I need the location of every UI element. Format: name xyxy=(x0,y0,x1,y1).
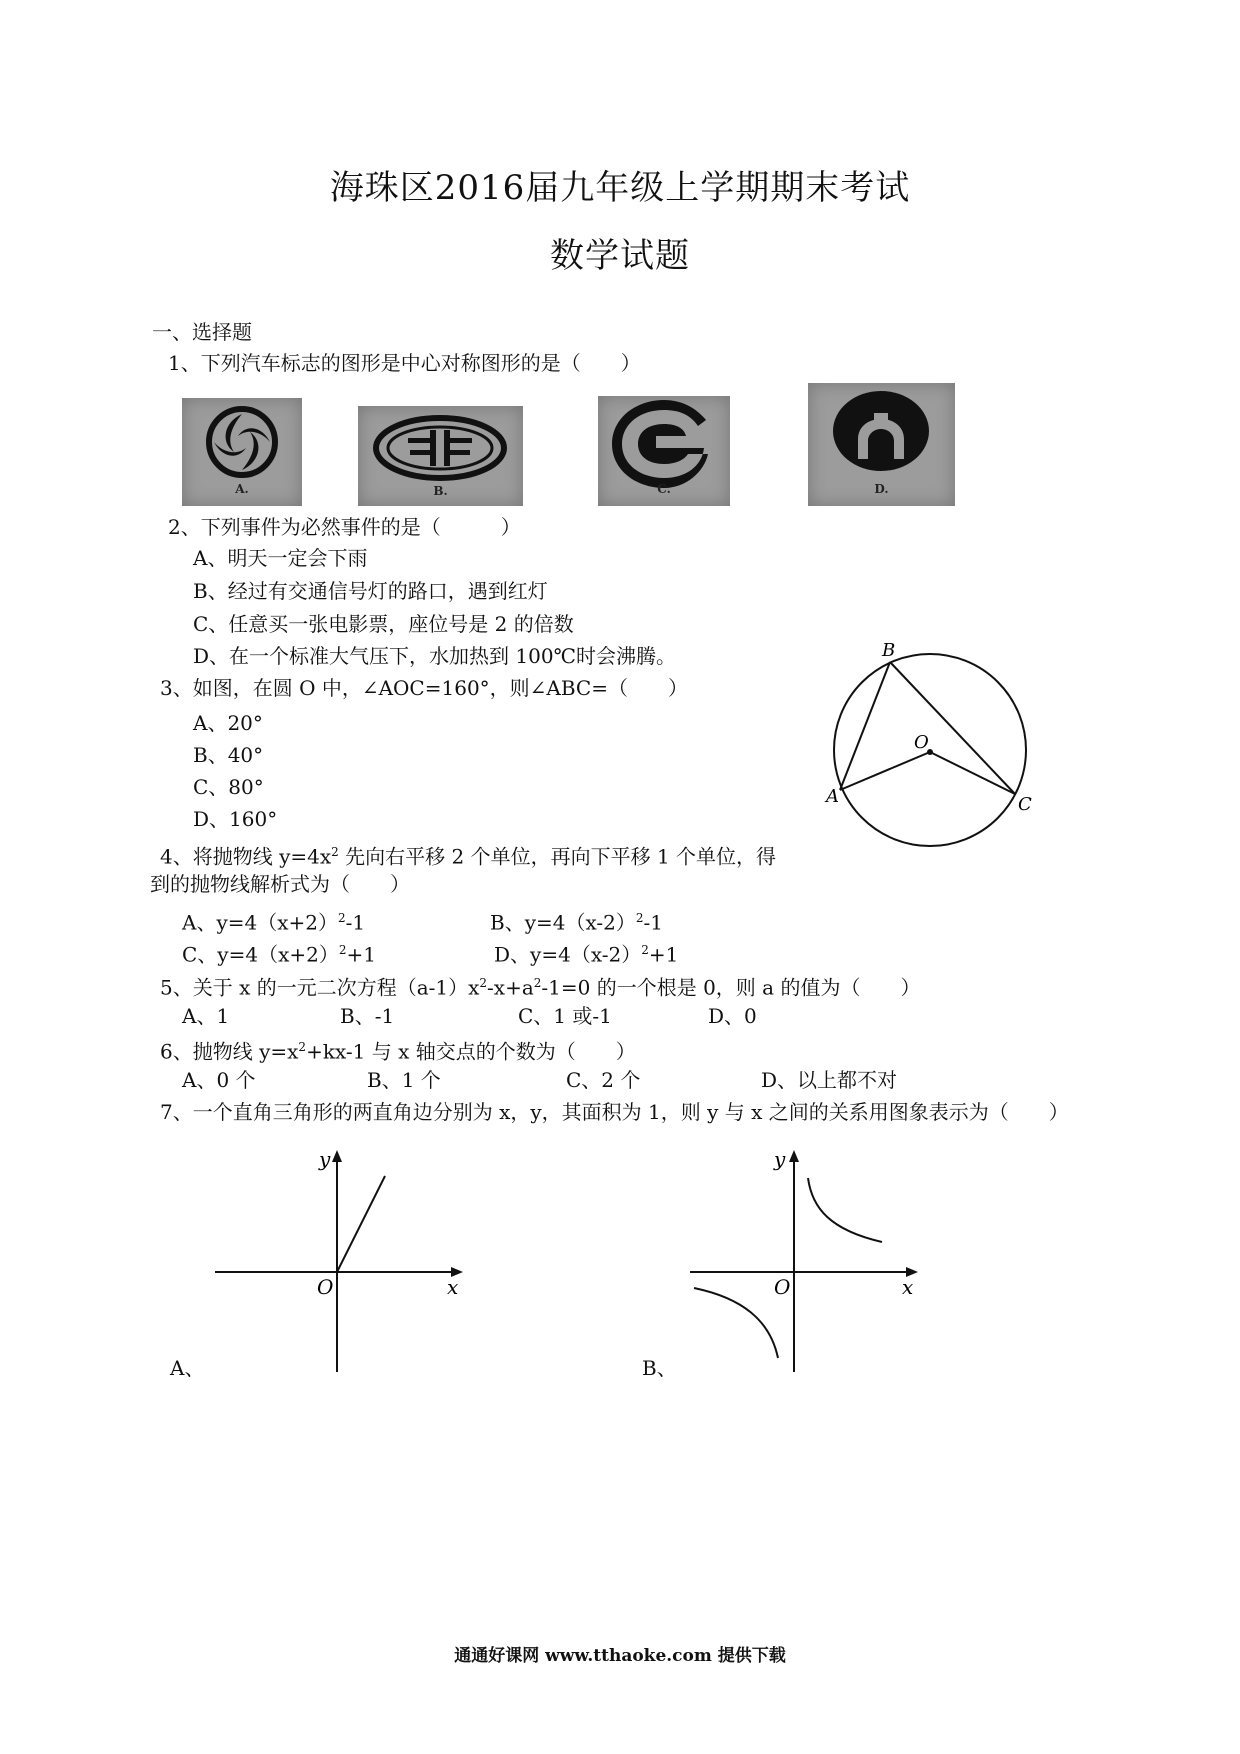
q5-option-d: D、0 xyxy=(708,1004,757,1028)
section-title: 一、选择题 xyxy=(152,320,252,344)
q4-d-pre: D、y=4（x-2） xyxy=(494,942,642,967)
q6-option-b: B、1 个 xyxy=(367,1068,441,1092)
q6-stem xyxy=(160,1035,636,1064)
q5-stem-pre: 5、关于 x 的一元二次方程（a-1）x xyxy=(160,975,480,1000)
q5-stem-post: -1=0 的一个根是 0，则 a 的值为（ ） xyxy=(541,975,921,1000)
q3-label-a: A xyxy=(826,786,839,807)
q4-a-sup: 2 xyxy=(338,911,346,925)
q5-option-a: A、1 xyxy=(182,1004,230,1028)
q3-label-b: B xyxy=(882,640,896,661)
q6-option-d: D、以上都不对 xyxy=(761,1068,898,1092)
q7-a-origin-label: O xyxy=(317,1275,334,1299)
q3-stem: 3、如图，在圆 O 中，∠AOC=160°，则∠ABC=（ ） xyxy=(160,676,688,700)
q4-stem-line1 xyxy=(160,840,776,869)
q4-c-sup: 2 xyxy=(338,943,347,957)
q7-graph-b xyxy=(690,1148,950,1378)
q7-graph-a xyxy=(215,1148,475,1378)
q4-d-post: +1 xyxy=(648,942,679,967)
q4-stem-sup: 2 xyxy=(331,845,339,859)
q3-circle-figure xyxy=(810,630,1050,860)
q7-b-x-label: x xyxy=(902,1275,914,1299)
logo-c xyxy=(598,396,730,506)
q6-stem-sup: 2 xyxy=(298,1040,307,1054)
q3-option-b: B、40° xyxy=(193,743,264,767)
q4-option-b xyxy=(490,906,663,935)
q4-stem-line2: 到的抛物线解析式为（ ） xyxy=(150,872,410,896)
logo-a-label: A. xyxy=(235,482,249,496)
q5-option-c: C、1 或-1 xyxy=(518,1004,612,1028)
q3-option-a: A、20° xyxy=(193,711,263,735)
q4-d-sup: 2 xyxy=(641,943,649,957)
q4-c-post: +1 xyxy=(346,942,376,967)
q7-option-a: A、 xyxy=(170,1356,205,1380)
q6-stem-post: +kx-1 与 x 轴交点的个数为（ ） xyxy=(306,1039,636,1064)
q4-b-pre: B、y=4（x-2） xyxy=(490,910,636,935)
logo-c-label: C. xyxy=(657,482,671,496)
q4-stem-post: 先向右平移 2 个单位，再向下平移 1 个单位，得 xyxy=(338,844,777,869)
q3-option-c: C、80° xyxy=(193,775,264,799)
page-subtitle: 数学试题 xyxy=(550,236,690,276)
q5-stem-mid: -x+a xyxy=(487,975,534,1000)
q7-option-b: B、 xyxy=(642,1356,677,1380)
logo-b-label: B. xyxy=(433,484,448,498)
logo-d-label: D. xyxy=(874,482,889,496)
q2-stem: 2、下列事件为必然事件的是（ ） xyxy=(168,515,521,539)
q2-option-a: A、明天一定会下雨 xyxy=(193,546,368,570)
q7-b-y-label: y xyxy=(774,1148,786,1171)
q5-stem xyxy=(160,971,920,1000)
q2-option-b: B、经过有交通信号灯的路口，遇到红灯 xyxy=(193,579,548,603)
logo-a xyxy=(182,398,302,506)
logo-b xyxy=(358,406,523,506)
q4-option-c xyxy=(182,938,376,967)
q2-option-c: C、任意买一张电影票，座位号是 2 的倍数 xyxy=(193,612,574,636)
q3-label-o: O xyxy=(914,732,929,753)
q4-b-post: -1 xyxy=(643,910,664,935)
q5-option-b: B、-1 xyxy=(340,1004,395,1028)
q4-option-a xyxy=(182,906,365,935)
q6-stem-pre: 6、抛物线 y=x xyxy=(160,1039,299,1064)
q7-stem: 7、一个直角三角形的两直角边分别为 x，y，其面积为 1，则 y 与 x 之间的关系用图象表示为（ ） xyxy=(160,1100,1069,1124)
q6-option-c: C、2 个 xyxy=(566,1068,641,1092)
q6-option-a: A、0 个 xyxy=(182,1068,256,1092)
page-title: 海珠区2016届九年级上学期期末考试 xyxy=(329,168,911,208)
q4-b-sup: 2 xyxy=(635,911,644,925)
q4-a-post: -1 xyxy=(345,910,366,935)
q4-c-pre: C、y=4（x+2） xyxy=(182,942,339,967)
q4-option-d xyxy=(494,938,678,967)
q7-b-origin-label: O xyxy=(774,1275,791,1299)
q7-a-y-label: y xyxy=(319,1148,331,1171)
logo-d xyxy=(808,383,955,506)
q5-stem-sup1: 2 xyxy=(479,976,488,990)
q3-label-c: C xyxy=(1018,794,1032,815)
q1-stem: 1、下列汽车标志的图形是中心对称图形的是（ ） xyxy=(168,351,641,375)
q7-a-x-label: x xyxy=(447,1275,459,1299)
q4-a-pre: A、y=4（x+2） xyxy=(182,910,338,935)
q3-option-d: D、160° xyxy=(193,807,278,831)
q5-stem-sup2: 2 xyxy=(533,976,542,990)
q2-option-d: D、在一个标准大气压下，水加热到 100℃时会沸腾。 xyxy=(193,644,676,668)
q4-stem-pre: 4、将抛物线 y=4x xyxy=(160,844,332,869)
page-footer: 通通好课网 www.tthaoke.com 提供下载 xyxy=(454,1646,786,1666)
